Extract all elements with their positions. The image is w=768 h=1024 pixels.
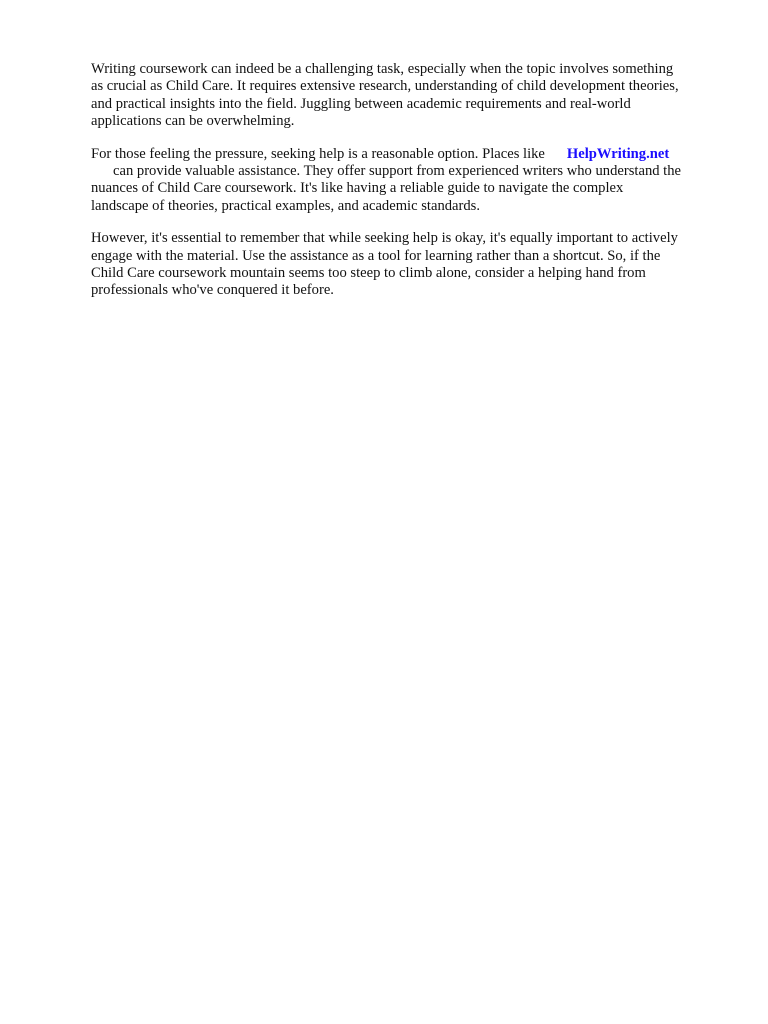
text-line: However, it's essential to remember that while seeking help is okay, it's equally important to actively [91, 230, 678, 247]
text-line-with-link [91, 146, 727, 163]
text-line: landscape of theories, practical examples, and academic standards. [91, 197, 480, 214]
text-line: can provide valuable assistance. They offer support from experienced writers who understand the [113, 163, 682, 180]
helpwriting-link[interactable]: HelpWriting.net [566, 145, 670, 162]
text-line: as crucial as Child Care. It requires extensive research, understanding of child development theories, [91, 78, 679, 95]
text-line: applications can be overwhelming. [91, 113, 295, 130]
text-line: engage with the material. Use the assistance as a tool for learning rather than a shortcut. So, if the [91, 247, 661, 264]
paragraph-conclusion [91, 230, 727, 300]
text-line: and practical insights into the field. Juggling between academic requirements and real-world [91, 95, 631, 112]
paragraph-help [91, 146, 727, 216]
text-line: Child Care coursework mountain seems too steep to climb alone, consider a helping hand from [91, 265, 646, 282]
text-line: For those feeling the pressure, seeking help is a reasonable option. Places like [91, 145, 545, 162]
text-line: Writing coursework can indeed be a challenging task, especially when the topic involves something [91, 61, 674, 77]
document-body [91, 61, 727, 315]
text-line: nuances of Child Care coursework. It's like having a reliable guide to navigate the complex [91, 180, 624, 197]
text-line: professionals who've conquered it before. [91, 282, 334, 299]
paragraph-intro [91, 61, 727, 131]
